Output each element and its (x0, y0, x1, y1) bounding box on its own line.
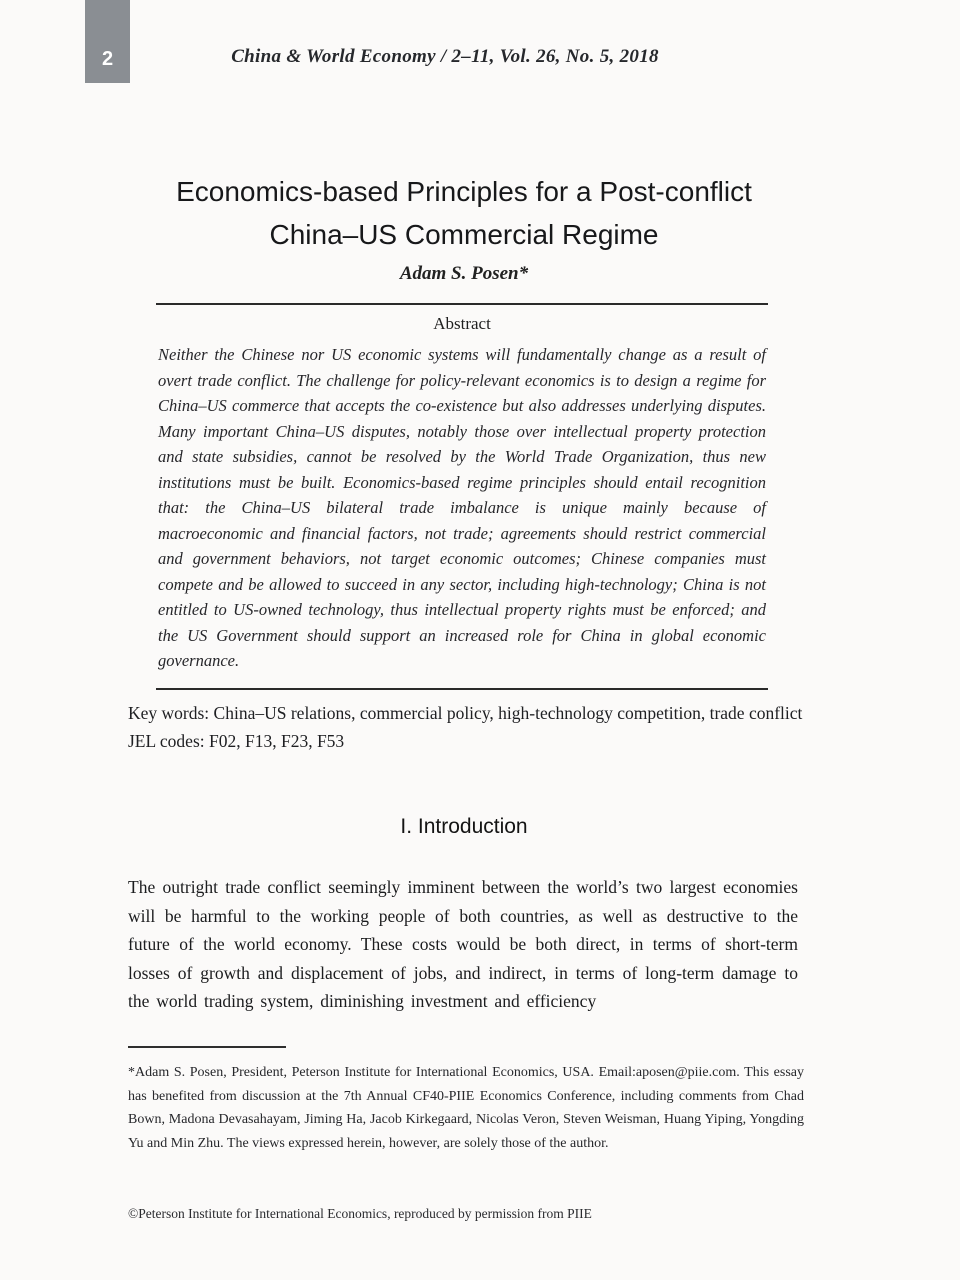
author-name: Adam S. Posen* (399, 263, 529, 284)
abstract-text: Neither the Chinese nor US economic systems will fundamentally change as a result of overt trade conflict. The challenge for policy-relevant economics is to design a regime for China–US commerce that accepts the co-existence but also addresses underlying disputes. Many important China–US disputes, notably those over intellectual property protection and state subsidies, cannot be resolved by the World Trade Organization, thus new institutions must be built. Economics-based regime principles should entail recognition that: the China–US bilateral trade imbalance is unique mainly because of macroeconomic and financial factors, not trade; agreements should restrict commercial and government behaviors, not target economic outcomes; Chinese companies must compete and be allowed to succeed in any sector, including high-technology; China is not entitled to US-owned technology, thus intellectual property rights must be enforced; and the US Government should support an increased role for China in global economic governance. (158, 345, 766, 670)
body-paragraph: The outright trade conflict seemingly imminent between the world’s two largest economies will be harmful to the working people of both countries, as well as destructive to the future of the world economy. These costs would be both direct, in terms of short-term losses of growth and displacement of jobs, and indirect, in terms of long-term damage to the world trading system, diminishing investment and efficiency (128, 877, 798, 1011)
copyright-line: ©Peterson Institute for International Economics, reproduced by permission from PIIE (128, 1206, 592, 1221)
keywords-label: Key words: (128, 703, 210, 723)
article-title (128, 170, 800, 256)
keywords-line (128, 699, 804, 727)
article-title-line1: Economics-based Principles for a Post-conflict (176, 176, 752, 207)
jel-text: F02, F13, F23, F53 (209, 731, 345, 751)
abstract-heading: Abstract (433, 314, 491, 333)
abstract-section (156, 303, 768, 690)
jel-line (128, 727, 804, 755)
page-number: 2 (101, 48, 114, 70)
jel-label: JEL codes: (128, 731, 205, 751)
running-header: China & World Economy / 2–11, Vol. 26, No. 5, 2018 (231, 46, 659, 67)
page-number-box (85, 0, 130, 83)
section-heading-introduction: I. Introduction (400, 815, 528, 838)
keywords-block (128, 699, 804, 755)
title-block (128, 170, 800, 285)
footnote-text: *Adam S. Posen, President, Peterson Institute for International Economics, USA. Email:aposen@piie.com. This essay has benefited from discussion at the 7th Annual CF40-PIIE Economics Conference, including comments from Chad Bown, Madona Devasahayam, Jiming Ha, Jacob Kirkegaard, Nicolas Veron, Steven Weisman, Huang Yiping, Yongding Yu and Min Zhu. The views expressed herein, however, are solely those of the author. (128, 1065, 804, 1151)
keywords-text: China–US relations, commercial policy, high-technology competition, trade conflict (213, 703, 803, 723)
article-title-line2: China–US Commercial Regime (269, 219, 659, 250)
footnote-divider (128, 1046, 286, 1048)
